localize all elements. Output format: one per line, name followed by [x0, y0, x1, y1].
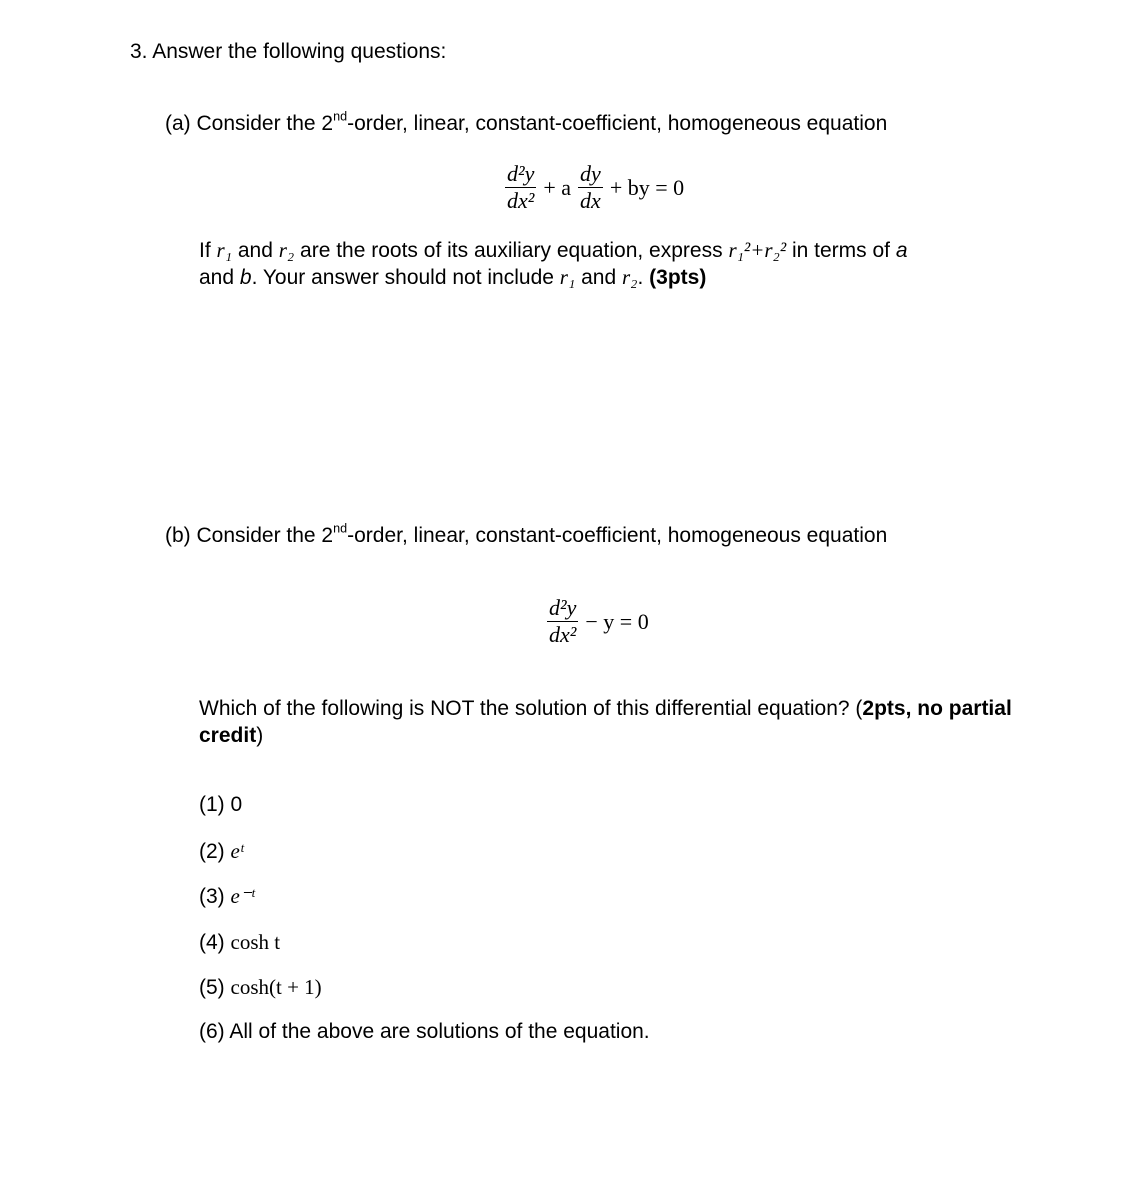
fraction-numerator: d²y: [505, 162, 536, 188]
part-b-intro: [165, 521, 888, 548]
option-3: (3) e⁻ᵗ: [199, 884, 255, 908]
part-b-intro-text: Consider the 2nd-order, linear, constant-coefficient, homogeneous equation: [196, 521, 888, 547]
part-a-intro: [165, 109, 888, 136]
part-a-points: (3pts): [649, 266, 707, 289]
question-heading: 3. Answer the following questions:: [130, 40, 447, 63]
part-b-equation: [544, 596, 653, 647]
part-a-prompt: [199, 237, 908, 291]
equation-tail: − y = 0: [585, 608, 649, 634]
part-b-prompt: Which of the following is NOT the solution of this differential equation? (2pts, no partial credit): [199, 697, 1012, 747]
equation-term-a: + a: [543, 174, 572, 200]
fraction-denominator: dx²: [507, 188, 535, 214]
part-a-prompt-line1: If r₁ and r₂ are the roots of its auxiliary equation, express r₁²+r₂² in terms of a: [199, 238, 908, 262]
option-1: (1) 0: [199, 793, 243, 816]
option-4: (4) cosh t: [199, 930, 281, 954]
second-derivative-fraction: [547, 596, 578, 647]
part-b-points: 2pts, no partial credit: [199, 697, 1012, 747]
part-b-label: (b): [165, 524, 191, 547]
equation-tail: + by = 0: [609, 174, 685, 200]
part-a-label: (a): [165, 112, 191, 135]
option-5: (5) cosh(t + 1): [199, 975, 322, 999]
part-a-equation: [502, 162, 688, 213]
option-2: (2) eᵗ: [199, 839, 244, 863]
fraction-denominator: dx²: [549, 622, 577, 648]
first-derivative-fraction: [578, 162, 603, 213]
second-derivative-fraction: [505, 162, 536, 213]
part-a-intro-text: Consider the 2nd-order, linear, constant-coefficient, homogeneous equation: [196, 109, 888, 135]
option-6: (6) All of the above are solutions of the equation.: [199, 1020, 650, 1043]
fraction-numerator: dy: [578, 162, 603, 188]
fraction-denominator: dx: [580, 188, 601, 214]
part-a-prompt-line2: and b. Your answer should not include r₁ and r₂. (3pts): [199, 265, 707, 289]
fraction-numerator: d²y: [547, 596, 578, 622]
